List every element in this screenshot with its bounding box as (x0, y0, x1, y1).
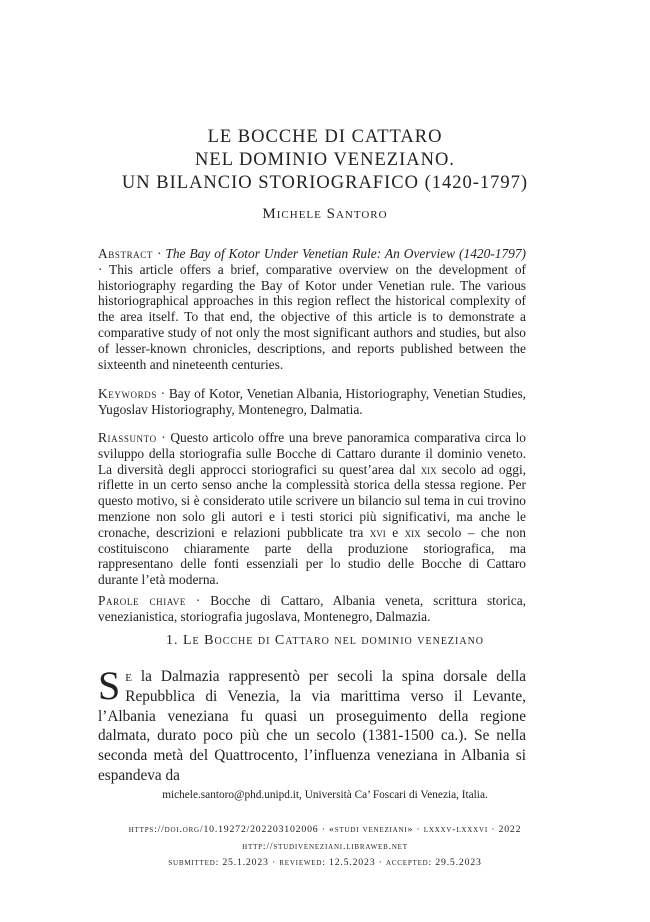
author-name: Michele Santoro (262, 206, 388, 222)
first-word-rest: e (125, 668, 132, 685)
riassunto-separator: · (156, 430, 171, 445)
drop-cap: S (98, 663, 121, 708)
riassunto-text-b: secolo ad oggi, riflette in un certo senso anche la complessità storica della stessa regione. Per questo motivo, si è considerato utile scrivere un bilancio sul tema in cui trovino menzione non solo gli autori e i testi storici più significativi, ma anche le cronache, descrizioni e relazioni pubblicate tra (98, 461, 527, 540)
submission-dates-line: submitted: 25.1.2023 · reviewed: 12.5.2023 · accepted: 29.5.2023 (168, 857, 482, 868)
riassunto-century-3: xix (404, 524, 421, 540)
abstract-english-title: The Bay of Kotor Under Venetian Rule: An Overview (1420-1797) (165, 246, 526, 261)
abstract-separator-2: · (98, 261, 110, 277)
article-title (0, 126, 650, 195)
parole-chiave-text: Bocche di Cattaro, Albania veneta, scrittura storica, venezianistica, storiografia jugoslava, Montenegro, Dalmazia. (98, 593, 526, 624)
parole-chiave-separator: · (186, 593, 211, 608)
journal-url-line: http://studiveneziani.libraweb.net (242, 841, 408, 852)
parole-chiave-paragraph (98, 593, 526, 625)
abstract-paragraph (98, 246, 526, 372)
doi-line: https://doi.org/10.19272/202203102006 · «studi veneziani» · lxxxv-lxxxvi · 2022 (128, 824, 522, 835)
keywords-label: Keywords (98, 386, 157, 401)
body-text: la Dalmazia rappresentò per secoli la spina dorsale della Repubblica di Venezia, la via marittima verso il Levante, l’Albania veneziana fu quasi un proseguimento della regione dalmata, durato poco più che un secolo (1381-1500 ca.). Se nella seconda metà del Quattrocento, l’influenza veneziana in Albania si espandeva da (98, 668, 526, 784)
riassunto-text-a: Questo articolo offre una breve panoramica comparativa circa lo sviluppo della storiografia sulle Bocche di Cattaro durante il dominio veneto. La diversità degli approcci storiografici su quest’area dal (98, 430, 527, 477)
abstract-separator: · (152, 246, 166, 261)
riassunto-paragraph (98, 430, 526, 588)
riassunto-century-2: xvi (369, 524, 386, 540)
abstract-label: Abstract (98, 246, 153, 261)
riassunto-label: Riassunto (98, 430, 157, 445)
section-heading: 1. Le Bocche di Cattaro nel dominio veneziano (165, 633, 485, 648)
riassunto-text-d: secolo – che non costituiscono chiaramente parte della produzione storiografica, ma rappresentano delle fonti essenziali per lo studio delle Bocche di Cattaro durante l’età moderna. (98, 524, 527, 588)
parole-chiave-label: Parole chiave (98, 593, 186, 608)
abstract-text: This article offers a brief, comparative overview on the development of historiography regarding the Bay of Kotor under Venetian rule. The various historiographical approaches in this region reflect the historical complexity of the area itself. To that end, the objective of this article is to demonstrate a comparative study of not only the most significant authors and studies, but also of lesser-known chronicles, descriptions, and reports published between the sixteenth and nineteenth centuries. (98, 261, 526, 372)
riassunto-century-1: xix (420, 461, 437, 477)
keywords-separator: · (156, 386, 169, 401)
body-paragraph (98, 663, 526, 786)
title-line-2: NEL DOMINIO VENEZIANO. (195, 150, 455, 170)
author-affiliation-footnote: michele.santoro@phd.unipd.it, Università Ca’ Foscari di Venezia, Italia. (162, 789, 488, 801)
keywords-paragraph (98, 386, 526, 418)
title-line-1: LE BOCCHE DI CATTARO (207, 127, 443, 147)
keywords-text: Bay of Kotor, Venetian Albania, Historiography, Venetian Studies, Yugoslav Historiography, Montenegro, Dalmatia. (98, 386, 527, 417)
riassunto-text-c: e (385, 524, 405, 540)
title-line-3: UN BILANCIO STORIOGRAFICO (1420-1797) (121, 173, 529, 193)
